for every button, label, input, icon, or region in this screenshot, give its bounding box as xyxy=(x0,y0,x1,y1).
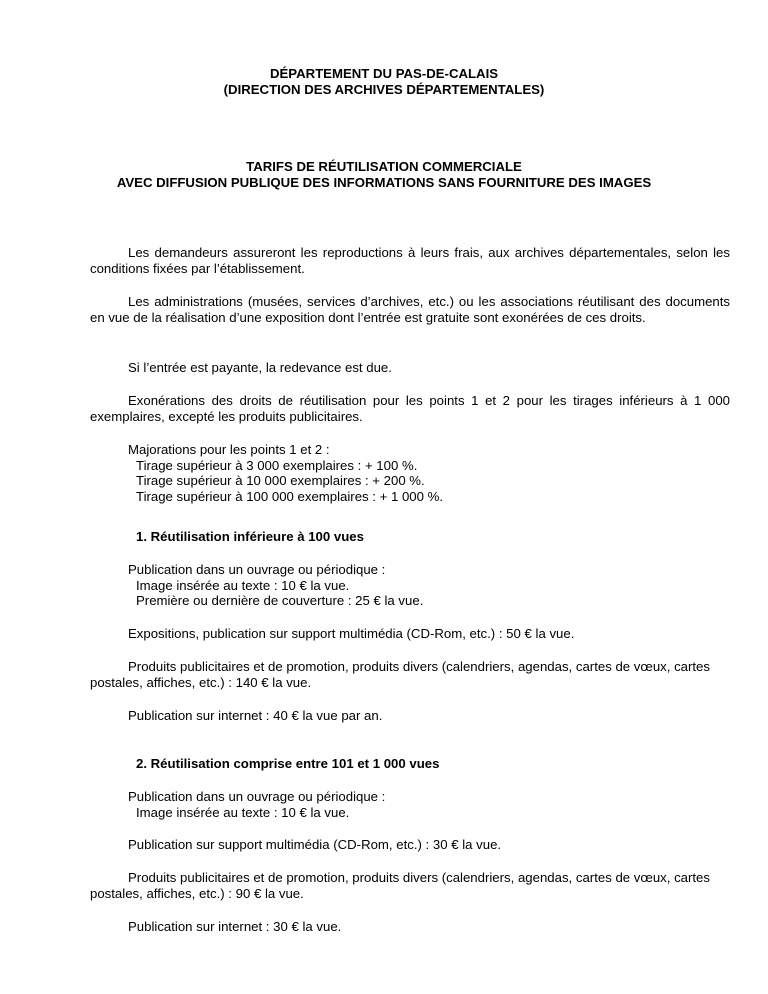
header-line-1: DÉPARTEMENT DU PAS-DE-CALAIS xyxy=(269,66,499,81)
title-line-1: TARIFS DE RÉUTILISATION COMMERCIALE xyxy=(246,159,522,174)
publication-item: Première ou dernière de couverture : 25 € la vue. xyxy=(136,593,424,608)
intro-paragraph-1: Les demandeurs assureront les reproductions à leurs frais, aux archives départementales, selon les conditions fixées par l’établissement. xyxy=(90,245,730,276)
section-2-multimedia: Publication sur support multimédia (CD-Rom, etc.) : 30 € la vue. xyxy=(128,837,502,852)
intro-paragraph-2: Les administrations (musées, services d’archives, etc.) ou les associations réutilisant des documents en vue de la réalisation d’une exposition dont l’entrée est gratuite sont exonérées de ces droits. xyxy=(90,294,730,325)
section-2-heading: 2. Réutilisation comprise entre 101 et 1 000 vues xyxy=(136,756,440,771)
section-1-expositions: Expositions, publication sur support multimédia (CD-Rom, etc.) : 50 € la vue. xyxy=(128,626,575,641)
intro-paragraph-3: Si l’entrée est payante, la redevance est due. xyxy=(128,360,392,375)
majorations-label: Majorations pour les points 1 et 2 : xyxy=(128,442,330,457)
publication-label: Publication dans un ouvrage ou périodique : xyxy=(128,789,386,804)
header-line-2: (DIRECTION DES ARCHIVES DÉPARTEMENTALES) xyxy=(223,81,545,97)
majoration-item: Tirage supérieur à 100 000 exemplaires : + 1 000 %. xyxy=(136,488,444,504)
title-line-2: AVEC DIFFUSION PUBLIQUE DES INFORMATIONS SANS FOURNITURE DES IMAGES xyxy=(116,174,652,190)
section-1-heading: 1. Réutilisation inférieure à 100 vues xyxy=(136,529,364,544)
publication-item: Image insérée au texte : 10 € la vue. xyxy=(136,577,350,593)
section-1-internet: Publication sur internet : 40 € la vue par an. xyxy=(128,708,383,723)
section-2-publication-block xyxy=(128,789,728,820)
majorations-block xyxy=(128,442,728,504)
majoration-item: Tirage supérieur à 3 000 exemplaires : + 100 %. xyxy=(136,457,418,473)
section-1-produits: Produits publicitaires et de promotion, produits divers (calendriers, agendas, cartes de vœux, cartes postales, affiches, etc.) : 140 € la vue. xyxy=(90,659,710,690)
section-1-publication-block xyxy=(128,562,728,609)
publication-label: Publication dans un ouvrage ou périodique : xyxy=(128,562,386,577)
document-header xyxy=(0,66,768,97)
intro-paragraph-4: Exonérations des droits de réutilisation pour les points 1 et 2 pour les tirages inférieurs à 1 000 exemplaires, excepté les produits publicitaires. xyxy=(90,393,730,424)
publication-item: Image insérée au texte : 10 € la vue. xyxy=(136,804,350,820)
section-2-internet: Publication sur internet : 30 € la vue. xyxy=(128,919,342,934)
majoration-item: Tirage supérieur à 10 000 exemplaires : + 200 %. xyxy=(136,473,425,488)
document-title xyxy=(0,159,768,190)
section-2-produits: Produits publicitaires et de promotion, produits divers (calendriers, agendas, cartes de vœux, cartes postales, affiches, etc.) : 90 € la vue. xyxy=(90,870,710,901)
